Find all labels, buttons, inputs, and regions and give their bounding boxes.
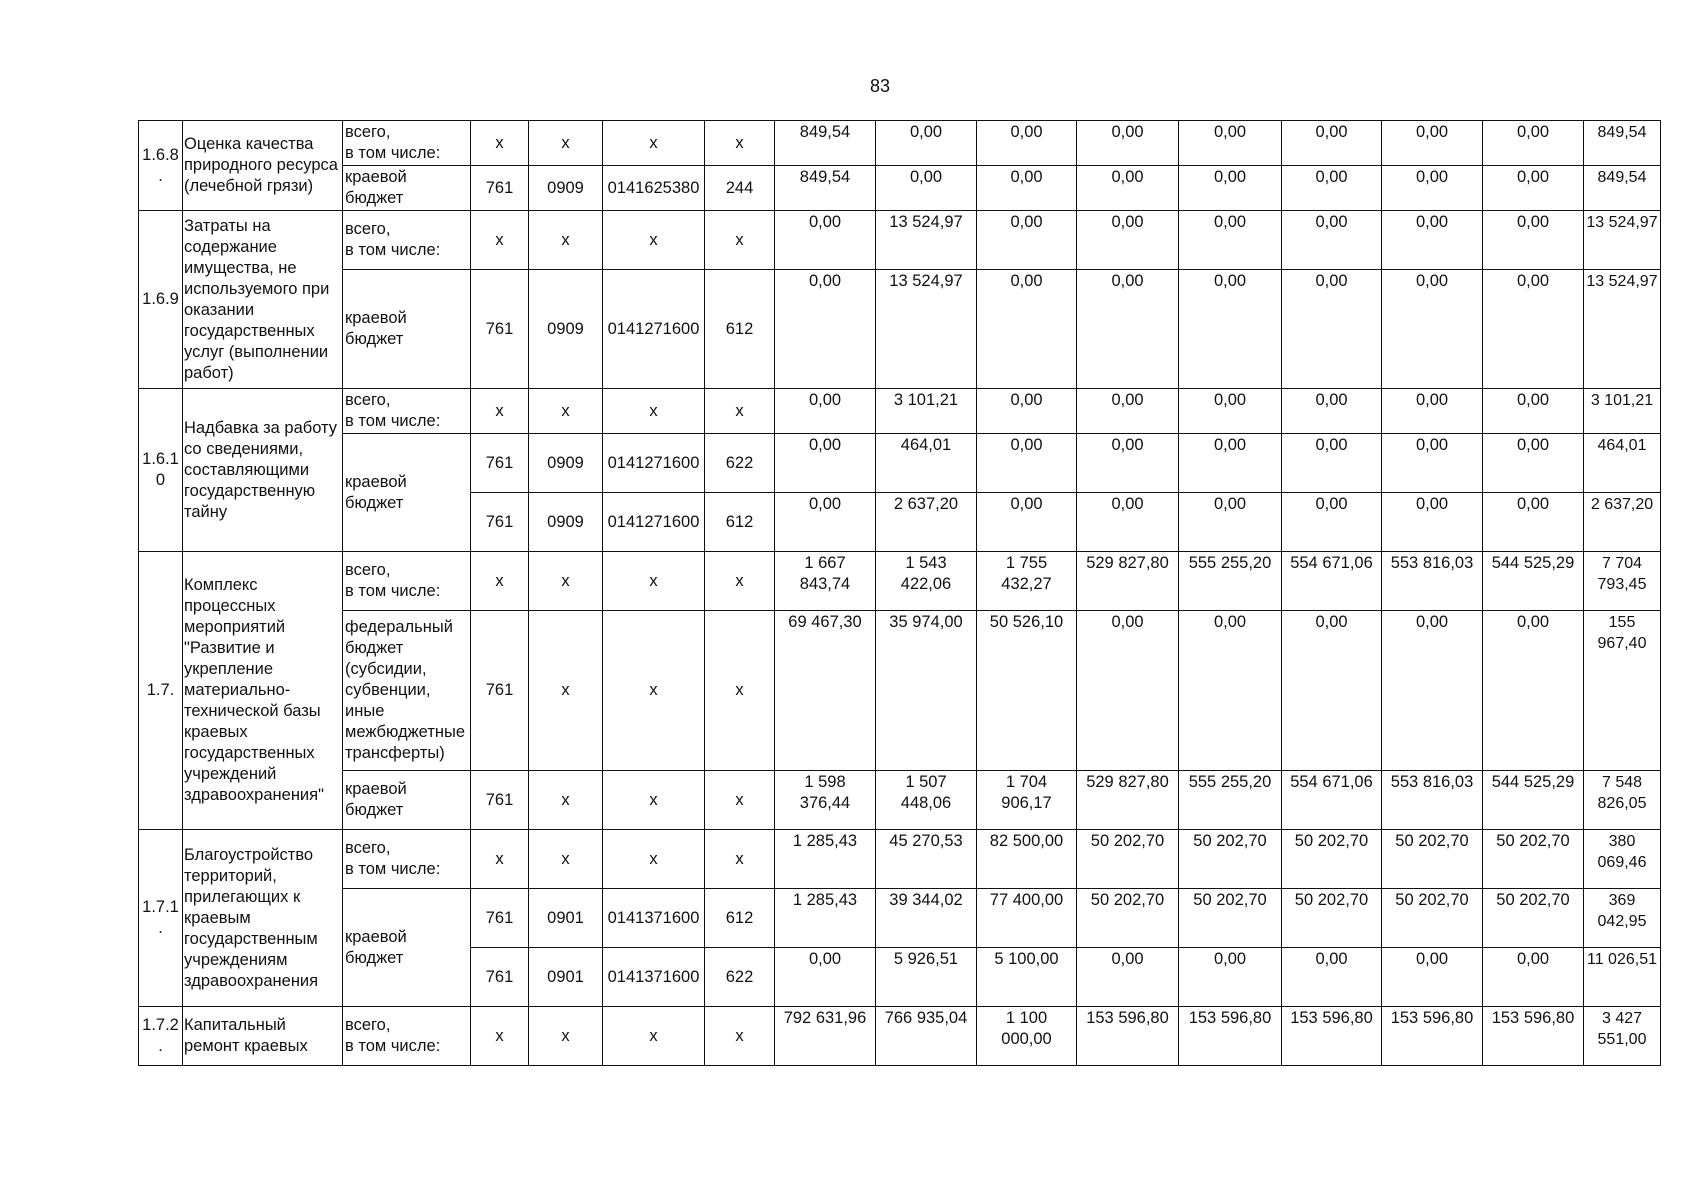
year-value: 0,00 bbox=[1077, 493, 1179, 552]
section-code: x bbox=[529, 211, 603, 270]
year-value: 1 285,43 bbox=[775, 889, 876, 948]
total-value: 7 704 793,45 bbox=[1584, 552, 1661, 611]
year-value: 0,00 bbox=[1179, 948, 1282, 1007]
section-code: x bbox=[529, 1007, 603, 1066]
year-value: 0,00 bbox=[1483, 948, 1584, 1007]
year-value: 50 202,70 bbox=[1282, 830, 1382, 889]
section-code: 0909 bbox=[529, 166, 603, 211]
year-value: 0,00 bbox=[977, 270, 1077, 389]
year-value: 1 543 422,06 bbox=[876, 552, 977, 611]
year-value: 0,00 bbox=[977, 493, 1077, 552]
expense-type-code: x bbox=[705, 389, 775, 434]
grbs-code: 761 bbox=[471, 166, 529, 211]
year-value: 0,00 bbox=[1077, 434, 1179, 493]
item-name: Надбавка за работу со сведениями, составляющими государственную тайну bbox=[183, 389, 343, 552]
year-value: 0,00 bbox=[1282, 389, 1382, 434]
section-code: x bbox=[529, 771, 603, 830]
grbs-code: x bbox=[471, 830, 529, 889]
year-value: 0,00 bbox=[775, 211, 876, 270]
year-value: 0,00 bbox=[1077, 948, 1179, 1007]
year-value: 0,00 bbox=[1282, 121, 1382, 166]
year-value: 849,54 bbox=[775, 166, 876, 211]
expense-type-code: x bbox=[705, 211, 775, 270]
year-value: 0,00 bbox=[977, 121, 1077, 166]
year-value: 35 974,00 bbox=[876, 611, 977, 771]
year-value: 0,00 bbox=[1077, 270, 1179, 389]
grbs-code: x bbox=[471, 552, 529, 611]
total-value: 849,54 bbox=[1584, 166, 1661, 211]
year-value: 849,54 bbox=[775, 121, 876, 166]
expense-type-code: 622 bbox=[705, 434, 775, 493]
table-body bbox=[139, 121, 1661, 1066]
year-value: 69 467,30 bbox=[775, 611, 876, 771]
year-value: 0,00 bbox=[775, 434, 876, 493]
grbs-code: 761 bbox=[471, 270, 529, 389]
year-value: 0,00 bbox=[1382, 493, 1483, 552]
year-value: 0,00 bbox=[876, 166, 977, 211]
year-value: 544 525,29 bbox=[1483, 771, 1584, 830]
year-value: 0,00 bbox=[1483, 270, 1584, 389]
year-value: 0,00 bbox=[1077, 211, 1179, 270]
year-value: 0,00 bbox=[1179, 211, 1282, 270]
funding-source: всего, в том числе: bbox=[343, 1007, 471, 1066]
year-value: 0,00 bbox=[1483, 611, 1584, 771]
grbs-code: x bbox=[471, 121, 529, 166]
table-row bbox=[139, 270, 1661, 389]
funding-source: краевой бюджет bbox=[343, 889, 471, 1007]
section-code: 0901 bbox=[529, 948, 603, 1007]
funding-source: всего, в том числе: bbox=[343, 389, 471, 434]
expense-type-code: x bbox=[705, 1007, 775, 1066]
year-value: 50 202,70 bbox=[1179, 889, 1282, 948]
year-value: 2 637,20 bbox=[876, 493, 977, 552]
funding-source: краевой бюджет bbox=[343, 771, 471, 830]
row-number: 1.6.9 bbox=[139, 211, 183, 389]
year-value: 5 926,51 bbox=[876, 948, 977, 1007]
funding-source: краевой бюджет bbox=[343, 270, 471, 389]
year-value: 0,00 bbox=[1077, 611, 1179, 771]
target-article-code: x bbox=[603, 771, 705, 830]
table-row bbox=[139, 1007, 1661, 1066]
year-value: 553 816,03 bbox=[1382, 552, 1483, 611]
year-value: 153 596,80 bbox=[1382, 1007, 1483, 1066]
target-article-code: x bbox=[603, 121, 705, 166]
grbs-code: 761 bbox=[471, 493, 529, 552]
expense-type-code: 612 bbox=[705, 493, 775, 552]
year-value: 50 202,70 bbox=[1179, 830, 1282, 889]
year-value: 0,00 bbox=[1382, 121, 1483, 166]
year-value: 0,00 bbox=[1282, 611, 1382, 771]
year-value: 0,00 bbox=[1382, 166, 1483, 211]
total-value: 3 101,21 bbox=[1584, 389, 1661, 434]
year-value: 0,00 bbox=[1282, 948, 1382, 1007]
year-value: 0,00 bbox=[1483, 166, 1584, 211]
year-value: 553 816,03 bbox=[1382, 771, 1483, 830]
year-value: 3 101,21 bbox=[876, 389, 977, 434]
row-number: 1.6.10 bbox=[139, 389, 183, 552]
year-value: 0,00 bbox=[977, 166, 1077, 211]
year-value: 0,00 bbox=[977, 389, 1077, 434]
total-value: 849,54 bbox=[1584, 121, 1661, 166]
year-value: 0,00 bbox=[876, 121, 977, 166]
target-article-code: 0141371600 bbox=[603, 889, 705, 948]
year-value: 0,00 bbox=[1077, 121, 1179, 166]
section-code: x bbox=[529, 389, 603, 434]
year-value: 153 596,80 bbox=[1483, 1007, 1584, 1066]
page-number: 83 bbox=[869, 76, 891, 96]
year-value: 1 704 906,17 bbox=[977, 771, 1077, 830]
target-article-code: x bbox=[603, 611, 705, 771]
expense-type-code: x bbox=[705, 552, 775, 611]
table-row bbox=[139, 552, 1661, 611]
year-value: 50 202,70 bbox=[1282, 889, 1382, 948]
section-code: x bbox=[529, 121, 603, 166]
target-article-code: 0141625380 bbox=[603, 166, 705, 211]
year-value: 153 596,80 bbox=[1179, 1007, 1282, 1066]
year-value: 39 344,02 bbox=[876, 889, 977, 948]
year-value: 0,00 bbox=[775, 948, 876, 1007]
section-code: x bbox=[529, 830, 603, 889]
year-value: 0,00 bbox=[1483, 389, 1584, 434]
year-value: 0,00 bbox=[1077, 166, 1179, 211]
grbs-code: 761 bbox=[471, 771, 529, 830]
section-code: 0909 bbox=[529, 434, 603, 493]
grbs-code: x bbox=[471, 211, 529, 270]
year-value: 554 671,06 bbox=[1282, 771, 1382, 830]
expense-type-code: x bbox=[705, 611, 775, 771]
year-value: 554 671,06 bbox=[1282, 552, 1382, 611]
table-row bbox=[139, 889, 1661, 948]
total-value: 13 524,97 bbox=[1584, 270, 1661, 389]
funding-source: краевой бюджет bbox=[343, 166, 471, 211]
row-number: 1.7.2. bbox=[139, 1007, 183, 1066]
row-number: 1.7.1. bbox=[139, 830, 183, 1007]
grbs-code: x bbox=[471, 1007, 529, 1066]
target-article-code: x bbox=[603, 830, 705, 889]
year-value: 45 270,53 bbox=[876, 830, 977, 889]
year-value: 77 400,00 bbox=[977, 889, 1077, 948]
year-value: 529 827,80 bbox=[1077, 771, 1179, 830]
year-value: 0,00 bbox=[1282, 270, 1382, 389]
table-row bbox=[139, 771, 1661, 830]
year-value: 0,00 bbox=[775, 270, 876, 389]
year-value: 153 596,80 bbox=[1282, 1007, 1382, 1066]
funding-source: всего, в том числе: bbox=[343, 552, 471, 611]
year-value: 0,00 bbox=[1179, 493, 1282, 552]
year-value: 0,00 bbox=[1282, 434, 1382, 493]
total-value: 3 427 551,00 bbox=[1584, 1007, 1661, 1066]
year-value: 0,00 bbox=[1179, 166, 1282, 211]
year-value: 1 667 843,74 bbox=[775, 552, 876, 611]
table-row bbox=[139, 611, 1661, 771]
year-value: 82 500,00 bbox=[977, 830, 1077, 889]
table-row bbox=[139, 434, 1661, 493]
year-value: 1 100 000,00 bbox=[977, 1007, 1077, 1066]
year-value: 0,00 bbox=[1282, 211, 1382, 270]
table-row bbox=[139, 211, 1661, 270]
target-article-code: 0141371600 bbox=[603, 948, 705, 1007]
target-article-code: 0141271600 bbox=[603, 493, 705, 552]
year-value: 0,00 bbox=[1179, 611, 1282, 771]
year-value: 529 827,80 bbox=[1077, 552, 1179, 611]
year-value: 0,00 bbox=[775, 493, 876, 552]
year-value: 0,00 bbox=[1382, 270, 1483, 389]
section-code: 0901 bbox=[529, 889, 603, 948]
grbs-code: 761 bbox=[471, 434, 529, 493]
target-article-code: 0141271600 bbox=[603, 434, 705, 493]
year-value: 0,00 bbox=[1483, 211, 1584, 270]
target-article-code: x bbox=[603, 1007, 705, 1066]
item-name: Затраты на содержание имущества, не используемого при оказании государственных услуг (выполнении работ) bbox=[183, 211, 343, 389]
total-value: 155 967,40 bbox=[1584, 611, 1661, 771]
expense-type-code: x bbox=[705, 121, 775, 166]
year-value: 50 202,70 bbox=[1382, 830, 1483, 889]
expense-type-code: 622 bbox=[705, 948, 775, 1007]
year-value: 0,00 bbox=[1483, 434, 1584, 493]
year-value: 153 596,80 bbox=[1077, 1007, 1179, 1066]
expense-type-code: 612 bbox=[705, 270, 775, 389]
section-code: x bbox=[529, 611, 603, 771]
year-value: 0,00 bbox=[977, 211, 1077, 270]
total-value: 13 524,97 bbox=[1584, 211, 1661, 270]
year-value: 0,00 bbox=[1282, 493, 1382, 552]
expense-type-code: x bbox=[705, 830, 775, 889]
target-article-code: x bbox=[603, 389, 705, 434]
year-value: 766 935,04 bbox=[876, 1007, 977, 1066]
year-value: 0,00 bbox=[1382, 611, 1483, 771]
year-value: 0,00 bbox=[1179, 121, 1282, 166]
funding-source: федеральный бюджет (субсидии, субвенции, иные межбюджетные трансферты) bbox=[343, 611, 471, 771]
total-value: 7 548 826,05 bbox=[1584, 771, 1661, 830]
grbs-code: 761 bbox=[471, 948, 529, 1007]
year-value: 1 755 432,27 bbox=[977, 552, 1077, 611]
target-article-code: x bbox=[603, 552, 705, 611]
year-value: 0,00 bbox=[775, 389, 876, 434]
row-number: 1.7. bbox=[139, 552, 183, 830]
year-value: 0,00 bbox=[1382, 389, 1483, 434]
total-value: 2 637,20 bbox=[1584, 493, 1661, 552]
year-value: 1 598 376,44 bbox=[775, 771, 876, 830]
year-value: 0,00 bbox=[1077, 389, 1179, 434]
year-value: 50 202,70 bbox=[1077, 889, 1179, 948]
total-value: 380 069,46 bbox=[1584, 830, 1661, 889]
funding-source: всего, в том числе: bbox=[343, 211, 471, 270]
total-value: 464,01 bbox=[1584, 434, 1661, 493]
year-value: 0,00 bbox=[1483, 121, 1584, 166]
year-value: 792 631,96 bbox=[775, 1007, 876, 1066]
funding-source: всего, в том числе: bbox=[343, 830, 471, 889]
table-row bbox=[139, 830, 1661, 889]
grbs-code: 761 bbox=[471, 611, 529, 771]
year-value: 0,00 bbox=[1382, 211, 1483, 270]
year-value: 0,00 bbox=[1179, 389, 1282, 434]
year-value: 1 507 448,06 bbox=[876, 771, 977, 830]
item-name: Оценка качества природного ресурса (лечебной грязи) bbox=[183, 121, 343, 211]
expense-type-code: 612 bbox=[705, 889, 775, 948]
grbs-code: 761 bbox=[471, 889, 529, 948]
expense-type-code: x bbox=[705, 771, 775, 830]
funding-source: краевой бюджет bbox=[343, 434, 471, 552]
total-value: 369 042,95 bbox=[1584, 889, 1661, 948]
year-value: 464,01 bbox=[876, 434, 977, 493]
target-article-code: 0141271600 bbox=[603, 270, 705, 389]
year-value: 5 100,00 bbox=[977, 948, 1077, 1007]
funding-source: всего, в том числе: bbox=[343, 121, 471, 166]
section-code: 0909 bbox=[529, 270, 603, 389]
expense-type-code: 244 bbox=[705, 166, 775, 211]
section-code: x bbox=[529, 552, 603, 611]
row-number: 1.6.8. bbox=[139, 121, 183, 211]
item-name: Благоустройство территорий, прилегающих к краевым государственным учреждениям здравоохранения bbox=[183, 830, 343, 1007]
table-row bbox=[139, 166, 1661, 211]
item-name: Комплекс процессных мероприятий "Развитие и укрепление материально-технической базы краевых государственных учреждений здравоохранения" bbox=[183, 552, 343, 830]
budget-table bbox=[138, 120, 1661, 1066]
year-value: 50 526,10 bbox=[977, 611, 1077, 771]
item-name: Капитальный ремонт краевых bbox=[183, 1007, 343, 1066]
year-value: 50 202,70 bbox=[1077, 830, 1179, 889]
section-code: 0909 bbox=[529, 493, 603, 552]
year-value: 0,00 bbox=[1382, 434, 1483, 493]
year-value: 1 285,43 bbox=[775, 830, 876, 889]
year-value: 50 202,70 bbox=[1382, 889, 1483, 948]
year-value: 0,00 bbox=[1382, 948, 1483, 1007]
year-value: 13 524,97 bbox=[876, 211, 977, 270]
year-value: 0,00 bbox=[1282, 166, 1382, 211]
total-value: 11 026,51 bbox=[1584, 948, 1661, 1007]
grbs-code: x bbox=[471, 389, 529, 434]
year-value: 13 524,97 bbox=[876, 270, 977, 389]
year-value: 0,00 bbox=[1179, 434, 1282, 493]
year-value: 50 202,70 bbox=[1483, 830, 1584, 889]
year-value: 0,00 bbox=[977, 434, 1077, 493]
table-row bbox=[139, 121, 1661, 166]
target-article-code: x bbox=[603, 211, 705, 270]
year-value: 555 255,20 bbox=[1179, 552, 1282, 611]
year-value: 0,00 bbox=[1483, 493, 1584, 552]
year-value: 50 202,70 bbox=[1483, 889, 1584, 948]
year-value: 544 525,29 bbox=[1483, 552, 1584, 611]
table-row bbox=[139, 389, 1661, 434]
year-value: 0,00 bbox=[1179, 270, 1282, 389]
year-value: 555 255,20 bbox=[1179, 771, 1282, 830]
